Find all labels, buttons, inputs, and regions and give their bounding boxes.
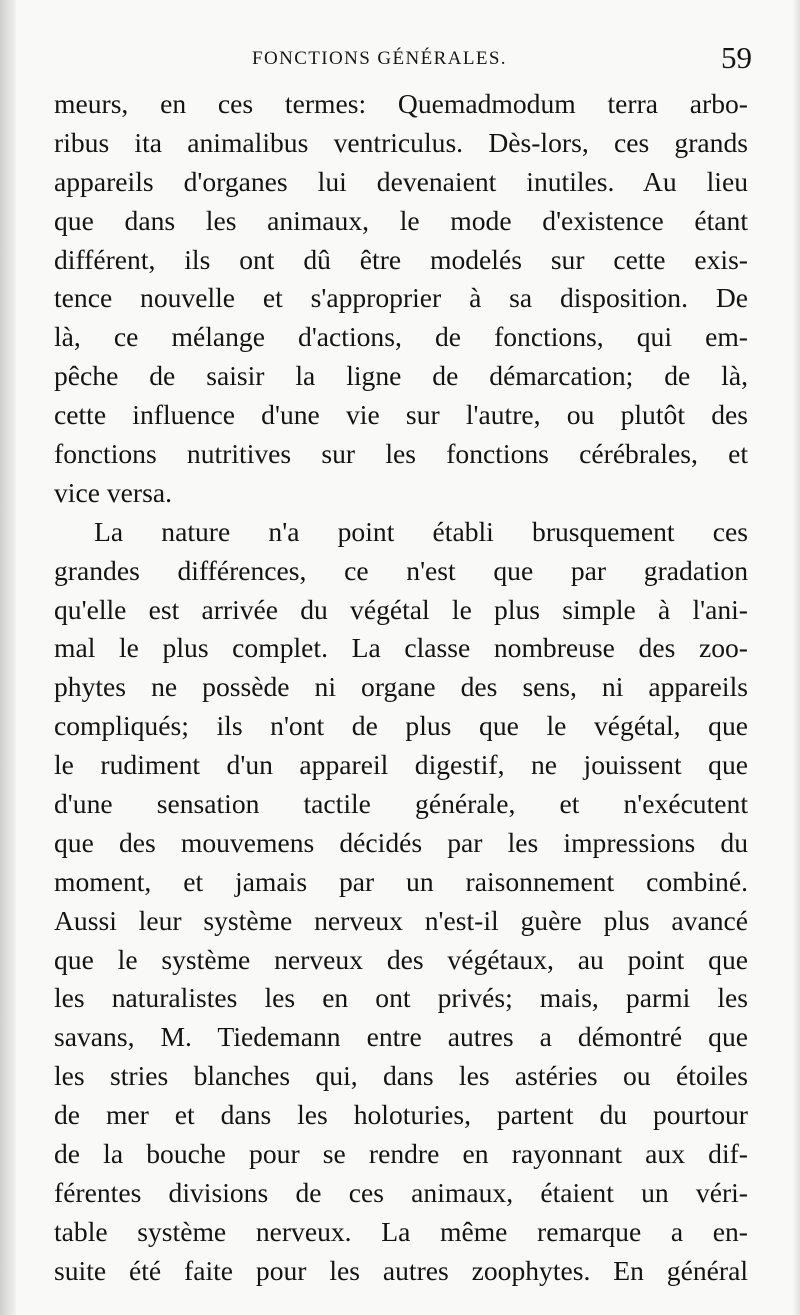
text-line: différent, ils ont dû être modelés sur cette exis-	[54, 243, 748, 275]
text-line: cette influence d'une vie sur l'autre, ou plutôt des	[54, 399, 748, 431]
text-line: que dans les animaux, le mode d'existence étant	[54, 204, 748, 236]
text-line: que des mouvemens décidés par les impressions du	[54, 826, 748, 858]
text-line: Aussi leur système nerveux n'est-il guère plus avancé	[54, 904, 748, 936]
text-line: moment, et jamais par un raisonnement combiné.	[54, 865, 748, 897]
text-line: férentes divisions de ces animaux, étaient un véri-	[54, 1176, 748, 1208]
text-line: les naturalistes les en ont privés; mais, parmi les	[54, 982, 748, 1014]
text-line: que le système nerveux des végétaux, au point que	[54, 943, 748, 975]
text-line: d'une sensation tactile générale, et n'exécutent	[54, 788, 748, 820]
text-line: là, ce mélange d'actions, de fonctions, qui em-	[54, 321, 748, 353]
text-line: compliqués; ils n'ont de plus que le végétal, que	[54, 710, 748, 742]
text-line: suite été faite pour les autres zoophytes. En général	[54, 1254, 748, 1286]
text-line: savans, M. Tiedemann entre autres a démontré que	[54, 1021, 748, 1053]
paragraph-1	[54, 85, 748, 513]
paragraph-2	[54, 513, 748, 1291]
text-line: grandes différences, ce n'est que par gradation	[54, 554, 748, 586]
page-number: 59	[721, 40, 752, 75]
text-line: phytes ne possède ni organe des sens, ni appareils	[54, 671, 748, 703]
text-line: La nature n'a point établi brusquement ces	[94, 515, 748, 547]
text-line: tence nouvelle et s'approprier à sa disposition. De	[54, 282, 748, 314]
text-line: ribus ita animalibus ventriculus. Dès-lors, ces grands	[54, 126, 748, 158]
text-line: table système nerveux. La même remarque a en-	[54, 1215, 748, 1247]
text-line: meurs, en ces termes: Quemadmodum terra arbo-	[54, 88, 748, 119]
text-line: de la bouche pour se rendre en rayonnant aux dif-	[54, 1138, 748, 1170]
text-line: mal le plus complet. La classe nombreuse des zoo-	[54, 632, 748, 664]
text-line: de mer et dans les holoturies, partent du pourtour	[54, 1099, 748, 1131]
text-line: fonctions nutritives sur les fonctions cérébrales, et	[54, 438, 748, 470]
page-gutter-shadow	[0, 0, 16, 1315]
text-line: qu'elle est arrivée du végétal le plus simple à l'ani-	[54, 593, 748, 625]
text-line: le rudiment d'un appareil digestif, ne jouissent que	[54, 749, 748, 781]
running-head: FONCTIONS GÉNÉRALES.	[252, 48, 507, 69]
text-line: les stries blanches qui, dans les astéries ou étoiles	[54, 1060, 748, 1092]
page-edge-shadow	[792, 0, 800, 1315]
text-line: vice versa.	[54, 476, 172, 508]
body-text	[54, 85, 748, 1291]
text-line: pêche de saisir la ligne de démarcation; de là,	[54, 360, 748, 392]
page-header	[60, 40, 752, 84]
text-line: appareils d'organes lui devenaient inutiles. Au lieu	[54, 165, 748, 197]
